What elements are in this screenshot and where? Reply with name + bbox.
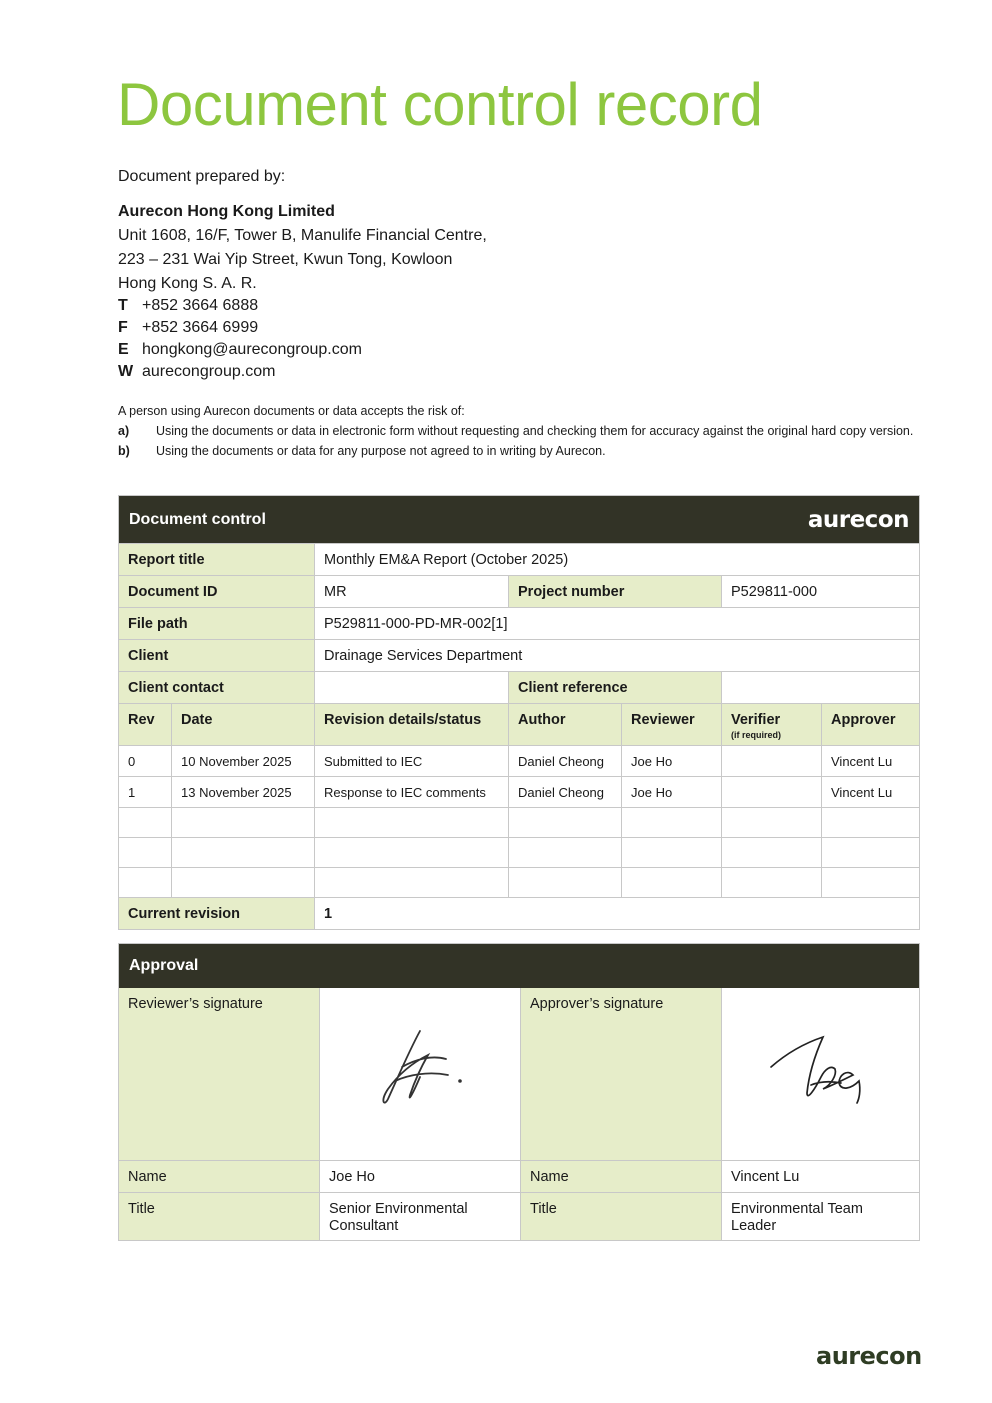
current-revision-label: Current revision: [119, 898, 314, 929]
empty-cell: [314, 838, 508, 867]
document-control-table: [118, 495, 920, 930]
empty-cell: [171, 838, 314, 867]
file-path-label: File path: [119, 608, 314, 639]
empty-cell: [171, 808, 314, 837]
details-cell: Submitted to IEC: [314, 746, 508, 776]
empty-cell: [508, 838, 621, 867]
empty-cell: [119, 808, 171, 837]
address-line: Unit 1608, 16/F, Tower B, Manulife Financial Centre,: [118, 227, 487, 244]
contact-fax: [118, 317, 362, 339]
client-contact-value: [314, 672, 508, 703]
col-date: Date: [171, 704, 314, 745]
document-control-header: [119, 496, 919, 543]
contact-email: [118, 339, 362, 361]
file-path-value: P529811-000-PD-MR-002[1]: [314, 608, 919, 639]
row-document-id: [119, 575, 919, 607]
approval-heading: Approval: [129, 957, 199, 974]
rev-cell: 0: [128, 753, 136, 769]
revision-header-row: [119, 703, 919, 745]
reviewer-title-value: Senior Environmental Consultant: [319, 1193, 520, 1240]
approver-signature-image: [751, 1019, 891, 1129]
contact-value: +852 3664 6999: [142, 319, 259, 336]
footer-aurecon-logo: aurecon: [816, 1342, 922, 1370]
date-cell: 10 November 2025: [171, 746, 314, 776]
client-label: Client: [119, 640, 314, 671]
approver-title-value: Environmental Team Leader: [721, 1193, 919, 1240]
approval-table: [118, 943, 920, 1241]
empty-cell: [119, 868, 171, 897]
signature-row: [119, 988, 919, 1160]
col-verifier-label: Verifier: [731, 712, 781, 728]
empty-cell: [721, 808, 821, 837]
client-value: Drainage Services Department: [314, 640, 919, 671]
empty-cell: [621, 838, 721, 867]
risk-item-text: Using the documents or data for any purpose not agreed to in writing by Aurecon.: [156, 444, 606, 458]
risk-disclaimer: [118, 404, 918, 459]
approver-signature-label: Approver’s signature: [520, 988, 721, 1160]
page-title: Document control record: [117, 71, 763, 138]
contact-value[interactable]: hongkong@aurecongroup.com: [142, 341, 362, 358]
author-cell: Daniel Cheong: [508, 746, 621, 776]
empty-cell: [621, 808, 721, 837]
contact-key: T: [118, 297, 128, 314]
col-verifier: [721, 704, 821, 745]
revision-row: [119, 745, 919, 776]
empty-cell: [821, 838, 919, 867]
document-id-label: Document ID: [119, 576, 314, 607]
contact-key: E: [118, 341, 129, 358]
title-row: [119, 1192, 919, 1240]
reviewer-signature: [319, 988, 520, 1160]
row-file-path: [119, 607, 919, 639]
address-line: Hong Kong S. A. R.: [118, 275, 257, 292]
contact-value: +852 3664 6888: [142, 297, 259, 314]
client-contact-label: Client contact: [119, 672, 314, 703]
reviewer-signature-image: [350, 1019, 490, 1129]
reviewer-signature-label: Reviewer’s signature: [119, 988, 319, 1160]
client-reference-label: Client reference: [508, 672, 721, 703]
aurecon-logo: aurecon: [807, 506, 909, 533]
col-rev: Rev: [119, 704, 171, 745]
col-verifier-note: (if required): [731, 730, 782, 740]
contact-key: F: [118, 319, 128, 336]
company-address: [118, 200, 487, 296]
risk-item: [118, 424, 918, 439]
empty-cell: [314, 868, 508, 897]
approver-cell: Vincent Lu: [821, 777, 919, 807]
reviewer-name-value: Joe Ho: [319, 1161, 520, 1192]
col-approver: Approver: [821, 704, 919, 745]
reviewer-cell: Joe Ho: [621, 746, 721, 776]
client-reference-value: [721, 672, 919, 703]
approval-header: [119, 944, 919, 988]
risk-item-text: Using the documents or data in electronic form without requesting and checking them for accuracy against the original hard copy version.: [156, 424, 914, 438]
empty-cell: [721, 838, 821, 867]
col-author: Author: [508, 704, 621, 745]
col-details: Revision details/status: [314, 704, 508, 745]
reviewer-name-label: Name: [119, 1161, 319, 1192]
empty-cell: [119, 838, 171, 867]
contact-telephone: [118, 295, 362, 317]
address-line: 223 – 231 Wai Yip Street, Kwun Tong, Kowloon: [118, 251, 453, 268]
project-number-label: Project number: [508, 576, 721, 607]
company-name: Aurecon Hong Kong Limited: [118, 203, 335, 220]
verifier-cell: [721, 777, 821, 807]
prepared-by-label: Document prepared by:: [118, 168, 286, 185]
approver-name-label: Name: [520, 1161, 721, 1192]
date-cell: 13 November 2025: [171, 777, 314, 807]
empty-cell: [508, 808, 621, 837]
risk-item: [118, 444, 918, 459]
contact-details: [118, 295, 362, 383]
row-report-title: [119, 543, 919, 575]
approver-cell: Vincent Lu: [821, 746, 919, 776]
reviewer-cell: Joe Ho: [621, 777, 721, 807]
name-row: [119, 1160, 919, 1192]
risk-item-label: a): [118, 424, 130, 438]
approver-name-value: Vincent Lu: [721, 1161, 919, 1192]
author-cell: Daniel Cheong: [508, 777, 621, 807]
row-client-contact: [119, 671, 919, 703]
approver-signature: [721, 988, 919, 1160]
row-client: [119, 639, 919, 671]
verifier-cell: [721, 746, 821, 776]
empty-revision-row: [119, 807, 919, 837]
contact-value[interactable]: aurecongroup.com: [142, 363, 276, 380]
reviewer-title-label: Title: [119, 1193, 319, 1240]
current-revision-value: 1: [314, 898, 919, 929]
report-title-label: Report title: [119, 544, 314, 575]
empty-cell: [171, 868, 314, 897]
empty-cell: [508, 868, 621, 897]
empty-cell: [821, 808, 919, 837]
contact-key: W: [118, 363, 134, 380]
empty-cell: [314, 808, 508, 837]
details-cell: Response to IEC comments: [314, 777, 508, 807]
risk-item-label: b): [118, 444, 130, 458]
col-reviewer: Reviewer: [621, 704, 721, 745]
empty-cell: [821, 868, 919, 897]
empty-cell: [721, 868, 821, 897]
contact-website: [118, 361, 362, 383]
report-title-value: Monthly EM&A Report (October 2025): [314, 544, 919, 575]
document-id-value: MR: [314, 576, 508, 607]
empty-revision-row: [119, 837, 919, 867]
revision-row: [119, 776, 919, 807]
rev-cell: 1: [128, 784, 136, 800]
empty-revision-row: [119, 867, 919, 897]
approver-title-label: Title: [520, 1193, 721, 1240]
risk-intro: A person using Aurecon documents or data accepts the risk of:: [118, 404, 465, 418]
row-current-revision: [119, 897, 919, 929]
document-control-heading: Document control: [129, 510, 266, 528]
project-number-value: P529811-000: [721, 576, 919, 607]
empty-cell: [621, 868, 721, 897]
